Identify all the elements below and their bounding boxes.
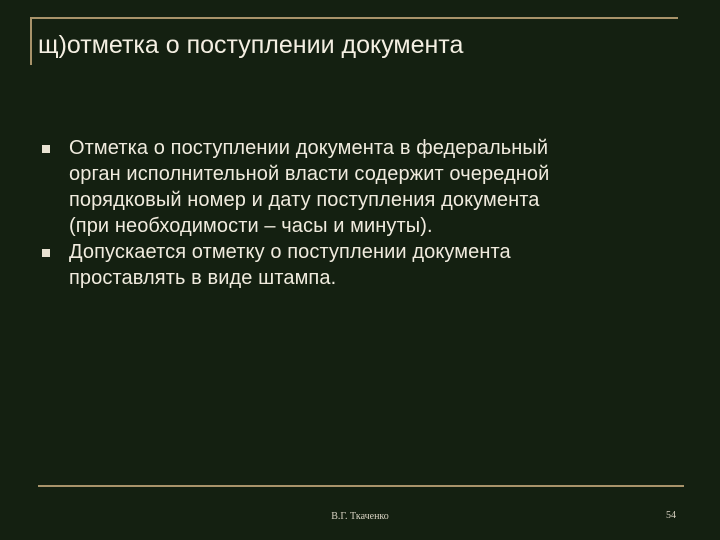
bullet-line: Допускается отметку о поступлении документа — [69, 241, 511, 263]
bullet-line: проставлять в виде штампа. — [69, 267, 337, 289]
bullet-item — [38, 135, 678, 239]
square-bullet-icon — [42, 249, 50, 257]
bullet-line: Отметка о поступлении документа в федеральный — [69, 137, 549, 159]
bullet-line: орган исполнительной власти содержит очередной — [69, 163, 550, 185]
footer-divider — [38, 485, 684, 487]
bullet-line: (при необходимости – часы и минуты). — [69, 215, 433, 237]
page-number: 54 — [666, 510, 676, 521]
square-bullet-icon — [42, 145, 50, 153]
bullet-item — [38, 239, 678, 291]
footer-author: В.Г. Ткаченко — [331, 511, 389, 522]
slide-content — [38, 135, 678, 291]
slide-title: щ)отметка о поступлении документа — [38, 31, 464, 59]
bullet-line: порядковый номер и дату поступления документа — [69, 189, 540, 211]
